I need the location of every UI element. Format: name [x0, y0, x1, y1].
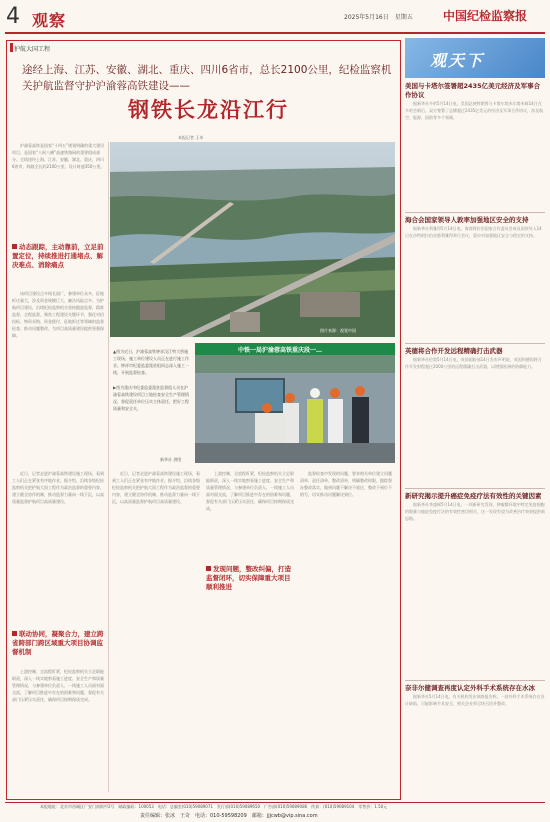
section-head-marker: [206, 566, 211, 571]
news-divider: [405, 212, 545, 213]
photo-credit: 新华社 供图: [160, 457, 182, 462]
header-rule: [5, 32, 545, 34]
news-item-title: 英德将合作开发远程精确打击武器: [405, 347, 503, 355]
news-item-title: 海合会国家领导人敦率加强地区安全的支持: [405, 216, 529, 224]
issue-date: 2025年5月16日 星期五: [344, 14, 413, 21]
world-news-item-3: [405, 347, 545, 486]
footer-info: 本报地址：北京市西城区广安门南街甲2号 邮政编码：100053 电话：总编室(010)59089071 发行部(010)59089650 广告部(010)59089086 传真：(010)59089104 零售价：1.50元: [40, 804, 388, 809]
world-news-item-1: [405, 82, 545, 215]
section-head-2-text: 联动协同，凝聚合力，建立跨省跨部门跨区域重大项目协调监督机制: [12, 630, 104, 656]
section-head-3-text: 发现问题，整改纠偏，打造监督闭环，切实保障重大项目顺利推进: [206, 565, 291, 591]
section-head-marker: [12, 244, 17, 249]
photo1-caption: 图片来源：视觉中国: [320, 328, 356, 333]
body-para-col4: 监督检查中发现的问题，要求相关单位建立问题清单、责任清单、整改清单，明确整改时限，跟踪督办整改落实，做到问题不解决不放过、整改不到位不销号，切实推动问题解决到位。: [300, 471, 392, 497]
news-item-title: 美国与卡塔尔签署超2435亿美元经济及军事合作协议: [405, 82, 541, 99]
body-para-col1b: 近日，记者走进沪渝蓉高铁建设施工现场，看到工人们正在紧张有序地作业。据介绍，沿线各级纪检监察机关把护航大国工程作为政治监督的重要内容，建立健全协作机制，推动监督力量向一线下沉，以高质量监督护航项目高质量建设。: [12, 471, 104, 504]
body-para-col3: 上游控制，全流程盯紧，纪检监察机关立足职能职责，深入一线实地察看施工进度、安全生产和质量管理情况，与参建单位负责人、一线施工人员面对面交流，了解项目推进中存在的困难和问题，督促有关部门压紧压实责任，确保项目按期保质完成。: [206, 471, 294, 511]
section-head-2: [12, 630, 106, 657]
news-item-title: 奈非尔健调查再度认定外科手术系统存在水冰: [405, 684, 535, 692]
news-item-text: 据新华社利雅得5月14日电，海湾阿拉伯国家合作委员会成员国领导人14日在沙特阿拉伯首都利雅得举行会议，重申对加强地区安全与稳定的支持。: [405, 226, 542, 238]
news-divider: [405, 343, 545, 344]
section-head-3: [206, 565, 296, 592]
news-item-text: 据新华社多哈5月14日电，美国总统特朗普与卡塔尔埃米尔塔米姆14日在多哈会晤后，双方签署了总额超过2435亿美元的经济及军事合作协议，涉及航空、能源、国防等多个领域。: [405, 101, 544, 120]
section-head-1: [12, 243, 106, 270]
news-item-text: 据新华社伦敦5月14日电，英国国防部14日发布声明说，英国和德国将合作开发射程超过2000公里的远程精确打击武器，以增强欧洲的防御能力。: [405, 357, 542, 369]
world-news-item-2: [405, 216, 545, 340]
news-item-text: 据新华社5月14日电，有关机构发布调查报告称，一款外科手术系统存在设计缺陷，可能影响手术安全，相关企业须尽快召回并整改。: [405, 694, 545, 706]
aerial-bridge-photo: [110, 142, 395, 337]
caption-b-text: ▶图为重庆市纪委监委派驻监督组人员在沪渝蓉高铁建设项目工地检查安全生产管理情况，督促责任单位压实主体责任，把好工程质量和安全关。: [113, 385, 189, 411]
world-news-item-5: [405, 684, 545, 793]
page-number: 4: [6, 4, 20, 29]
section-head-1-text: 动态跟踪，主动靠前，立足前置定位，持续推进打通堵点、解决难点、消除痛点: [12, 243, 104, 269]
section-head-marker: [12, 631, 17, 636]
article-subhead: 途经上海、江苏、安徽、湖北、重庆、四川6省市，总长2100公里，纪检监察机关护航监督守护沪渝蓉高铁建设——: [22, 64, 392, 92]
caption-a-text: ▲图为近日，沪渝蓉高铁钟祥汉江特大桥施工现场，施工单位建设人员正在进行施工作业。钟祥市纪委监委派驻组同志深入施工一线，开展监督检查。: [113, 349, 189, 375]
project-sign-text: 中铁一局沪渝蓉高铁重庆段一…: [238, 347, 323, 354]
body-lead-para: 沪渝蓉高铁是国家“十四五”规划明确的重大建设项目，是国家“八纵八横”高速铁路网的重要组成部分。全线途经上海、江苏、安徽、湖北、重庆、四川6省市，线路全长约2100公里，设计时速350公里。: [12, 143, 105, 169]
kicker-marker: [10, 43, 13, 52]
column-divider: [108, 142, 109, 792]
news-divider: [405, 488, 545, 489]
photo-caption-a: [113, 348, 191, 412]
body-para-col2: 近日，记者走进沪渝蓉高铁建设施工现场，看到工人们正在紧张有序地作业。据介绍，沿线各级纪检监察机关把护航大国工程作为政治监督的重要内容，建立健全协作机制，推动监督力量向一线下沉，以高质量监督护航项目高质量建设。: [112, 471, 200, 504]
article-kicker: 护航大国工程: [14, 46, 51, 53]
news-item-title: 新研究揭示提升癌症免疫疗法有效性的关键因素: [405, 492, 542, 500]
footer-editors: 责任编辑：张冰 王奇 电话：010-59598209 邮箱：jjjcwb@vip.sina.com: [140, 813, 318, 819]
world-news-item-4: [405, 492, 545, 661]
body-para-col1c: 上游控制，全流程盯紧，纪检监察机关立足职能职责，深入一线实地察看施工进度、安全生产和质量管理情况，与参建单位负责人、一线施工人员面对面交流，了解项目推进中存在的困难和问题，督促有关部门压紧压实责任，确保项目按期保质完成。: [12, 669, 104, 702]
body-para-col1: 该项目建设点多线长面广，参建单位众多，征地拆迁量大，涉及资金规模巨大，廉洁风险点多。为护航项目建设，沿线纪检监察机关坚持跟进监督、精准监督、全程监督，聚焦工程建设关键环节，强化对招投标、物资采购、资金拨付、征地拆迁等领域的监督检查，推动问题整改，为项目高质量建设提供坚强保障。: [12, 291, 104, 338]
section-label: 观察: [32, 11, 67, 30]
article-byline: 本报记者 王卓: [178, 135, 204, 140]
banner-title: 观天下: [430, 51, 485, 70]
article-headline: 钢铁长龙沿江行: [128, 97, 289, 122]
footer-rule: [5, 802, 545, 803]
news-item-text: 据新华社华盛顿5月14日电，一项新研究发现，肿瘤微环境中特定免疫细胞的数量与癌症免疫疗法的有效性密切相关，这一发现有望为改善治疗效果提供新思路。: [405, 502, 545, 521]
newspaper-logo: 中国纪检监察报: [443, 9, 528, 23]
news-divider: [405, 680, 545, 681]
site-inspection-photo: [195, 343, 395, 463]
